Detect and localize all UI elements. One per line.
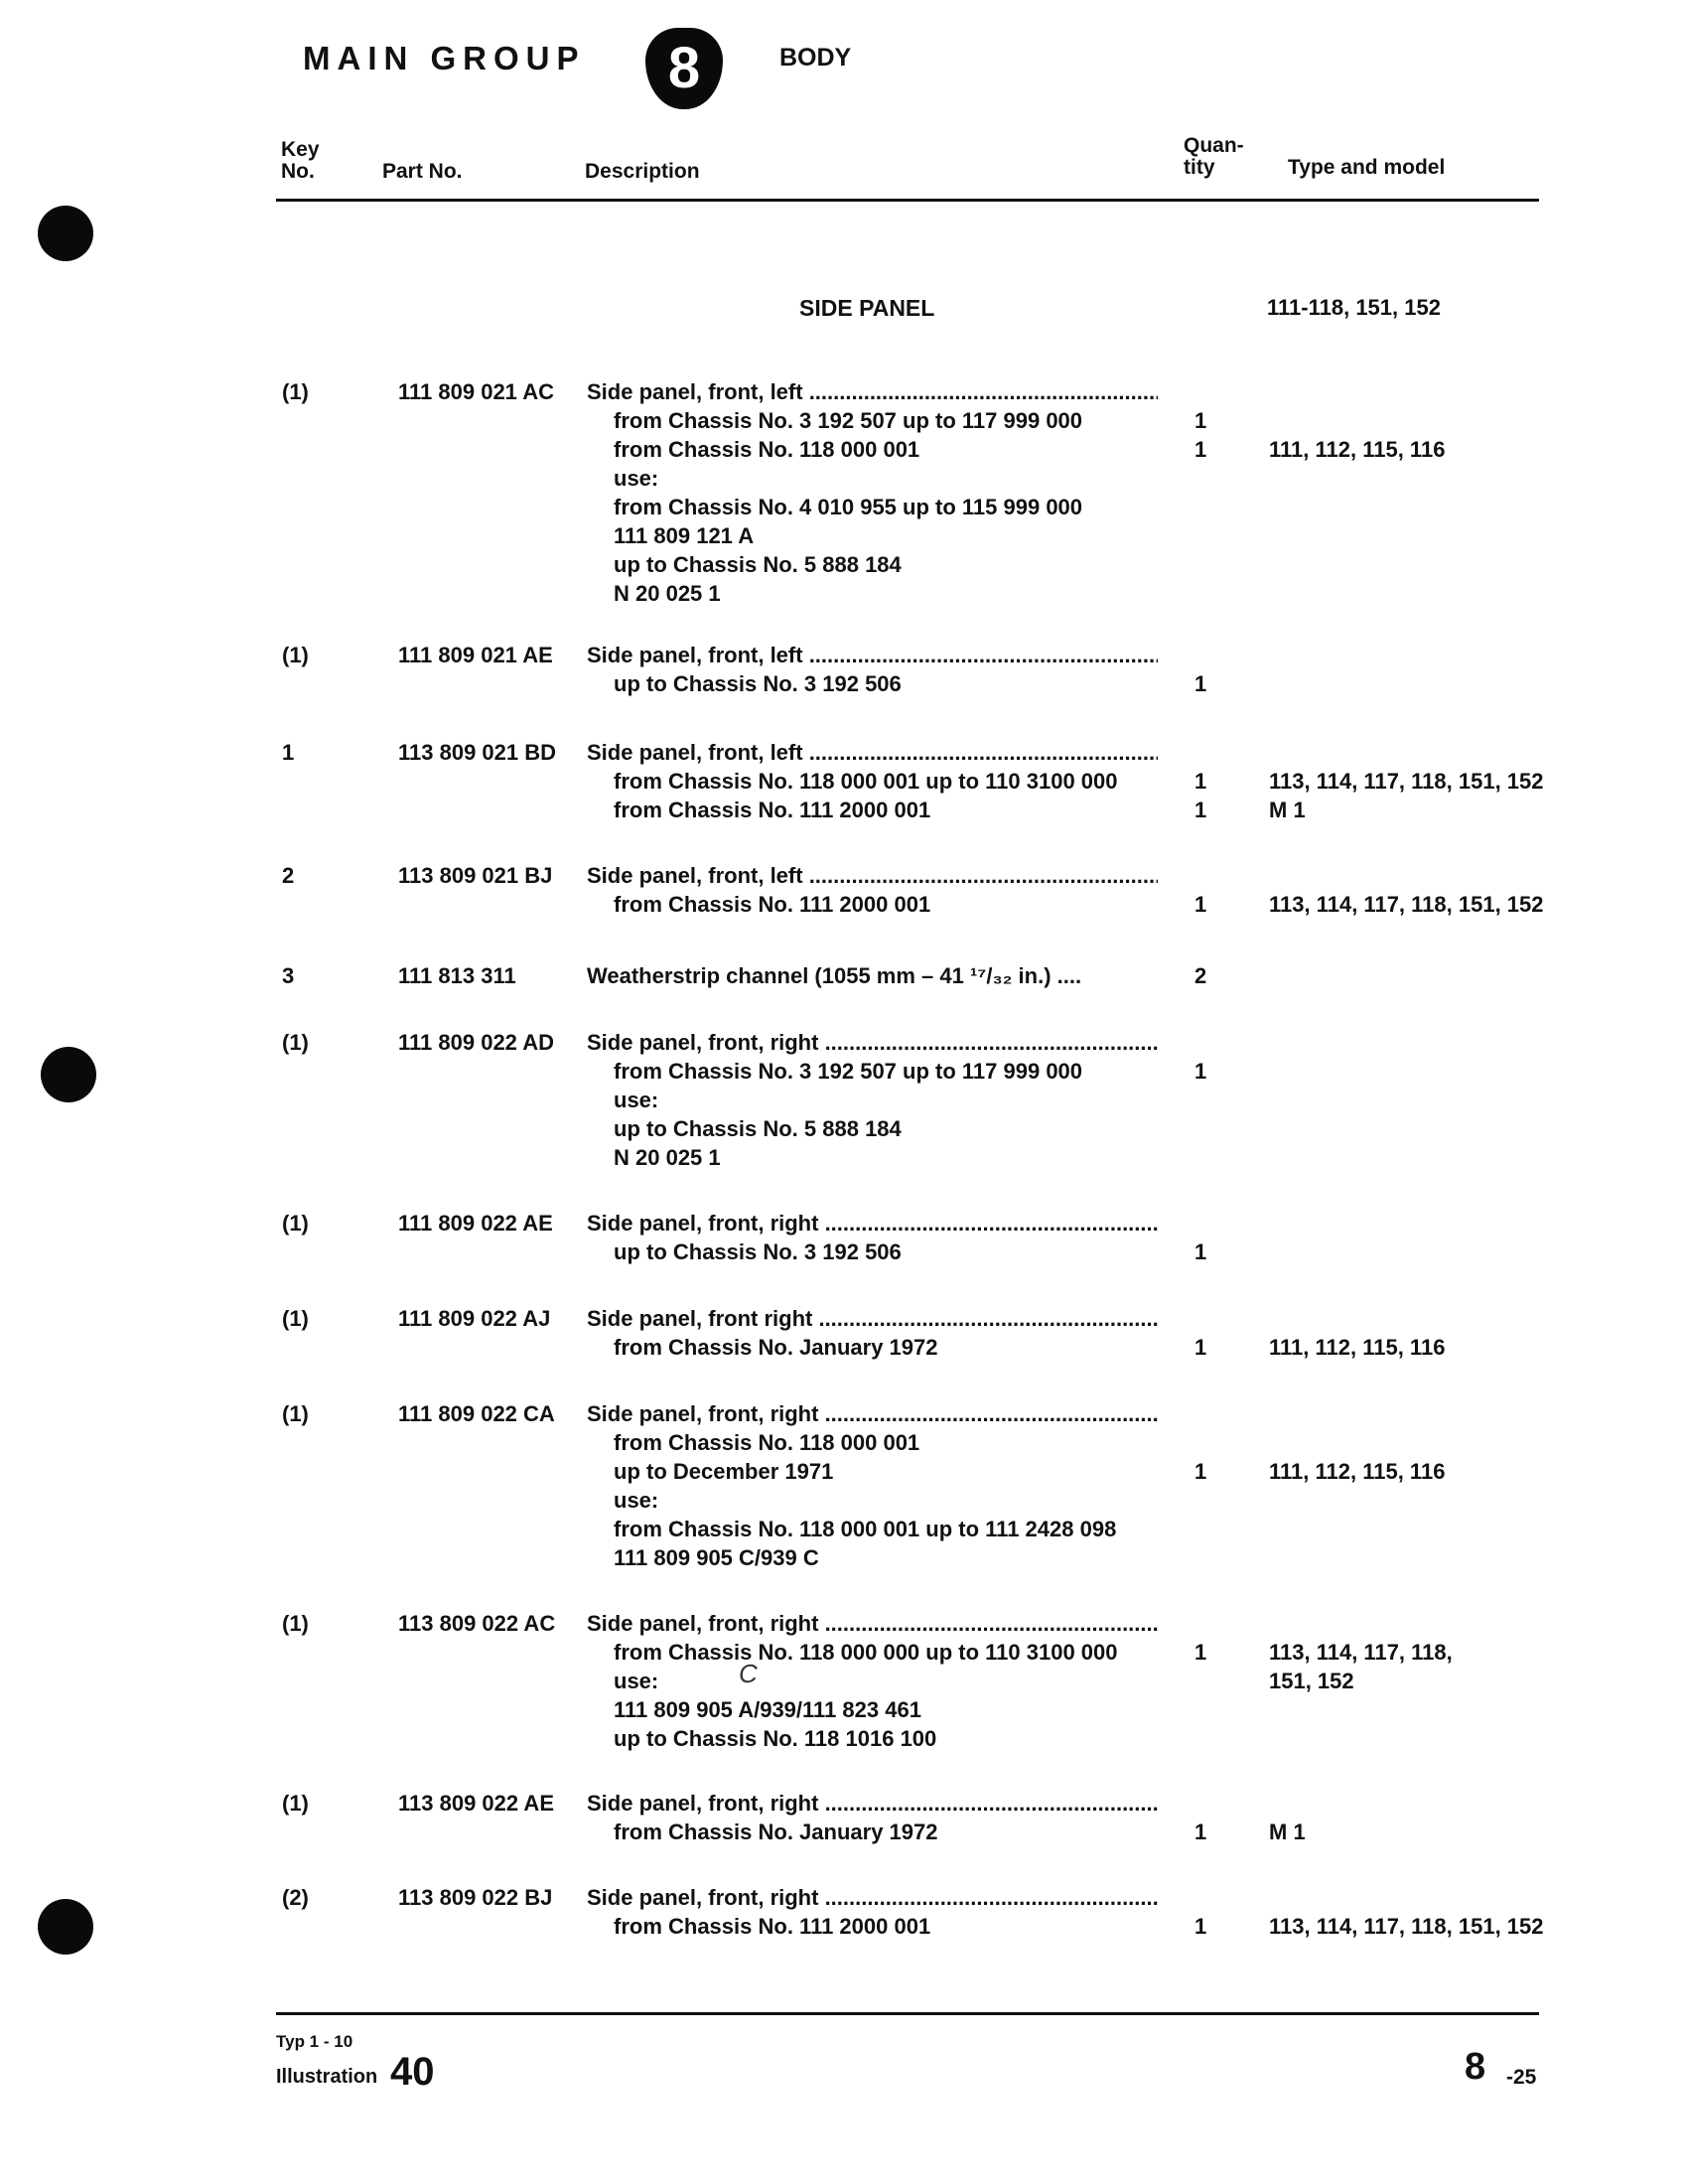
entry-description-detail: from Chassis No. January 1972	[614, 1820, 938, 1844]
entry-description-detail: from Chassis No. January 1972	[614, 1335, 938, 1360]
entry-quantity-value: 1	[1194, 1459, 1207, 1484]
entry-description-title: Side panel, front, right .....	[587, 1209, 1158, 1238]
parts-entry	[0, 861, 1683, 917]
binder-hole-top	[38, 206, 93, 261]
entry-description-detail: use:	[614, 1669, 659, 1693]
entry-type-model-value	[1269, 1399, 1445, 1428]
entry-quantity	[1194, 1028, 1206, 1086]
column-key-no: Key No.	[281, 138, 320, 183]
entry-quantity-value: 1	[1194, 798, 1207, 822]
entry-type-model-value: 111, 112, 115, 116	[1269, 1335, 1446, 1360]
section-types: 111-118, 151, 152	[1267, 295, 1441, 320]
entry-type-model-value	[1269, 1789, 1306, 1818]
parts-entry	[0, 1304, 1683, 1360]
entry-description-detail: from Chassis No. 3 192 507 up to 117 999 000	[614, 408, 1083, 433]
column-description: Description	[585, 160, 700, 183]
entry-type-model-value: M 1	[1269, 798, 1306, 822]
main-group-title: MAIN GROUP	[303, 40, 586, 76]
group-number-badge: 8	[645, 28, 723, 109]
entry-description-detail: 111 809 905 A/939/111 823 461	[614, 1697, 921, 1722]
entry-type-model-value: 113, 114, 117, 118, 151, 152	[1269, 1914, 1544, 1939]
entry-key-no: 1	[282, 740, 295, 765]
entry-description-detail: use:	[614, 1488, 659, 1513]
footer-rule	[276, 2012, 1539, 2015]
entry-type-model	[1269, 1789, 1306, 1846]
entry-type-model-value	[1269, 377, 1445, 406]
entry-quantity-value	[1194, 1399, 1206, 1428]
entry-description	[587, 1209, 1158, 1266]
entry-quantity-value	[1194, 377, 1206, 406]
entry-part-no: 113 809 022 AC	[398, 1611, 556, 1636]
entry-description	[587, 377, 1158, 608]
entry-description-detail: up to December 1971	[614, 1459, 834, 1484]
entry-description-detail: use:	[614, 466, 659, 491]
entry-description	[587, 1609, 1158, 1753]
parts-entry	[0, 1789, 1683, 1844]
entry-quantity-value: 2	[1194, 963, 1207, 988]
illustration-label: Illustration	[276, 2066, 378, 2088]
entry-description-detail: N 20 025 1	[614, 581, 721, 606]
entry-type-model	[1269, 1883, 1544, 1941]
entry-quantity-value: 1	[1194, 892, 1207, 917]
entry-key-no: (1)	[282, 1611, 309, 1636]
entry-key-no: (2)	[282, 1885, 309, 1910]
entry-part-no: 113 809 022 BJ	[398, 1885, 553, 1910]
entry-quantity	[1194, 1209, 1206, 1266]
entry-key-no: 2	[282, 863, 295, 888]
entry-part-no: 111 813 311	[398, 963, 516, 988]
entry-type-model	[1269, 1304, 1445, 1362]
parts-entry	[0, 1028, 1683, 1170]
entry-key-no: (1)	[282, 643, 309, 667]
entry-part-no: 113 809 021 BD	[398, 740, 557, 765]
entry-type-model-value	[1269, 1428, 1445, 1457]
parts-entry	[0, 641, 1683, 696]
column-part-no: Part No.	[382, 160, 463, 183]
entry-description-detail: up to Chassis No. 5 888 184	[614, 1116, 902, 1141]
entry-quantity-value: 1	[1194, 1239, 1207, 1264]
entry-part-no: 113 809 022 AE	[398, 1791, 554, 1816]
entry-description-detail: 111 809 905 C/939 C	[614, 1545, 819, 1570]
entry-quantity	[1194, 377, 1206, 464]
entry-description-detail: N 20 025 1	[614, 1145, 721, 1170]
entry-description-title: Side panel, front, right .....	[587, 1883, 1158, 1912]
binder-hole-bottom	[38, 1899, 93, 1955]
entry-description-title: Side panel, front, right .....	[587, 1789, 1158, 1818]
entry-quantity-value: 1	[1194, 437, 1207, 462]
entry-quantity-value: 1	[1194, 1820, 1207, 1844]
entry-type-model-value	[1269, 1883, 1544, 1912]
entry-description-detail: from Chassis No. 118 000 001	[614, 1430, 920, 1455]
entry-description-title: Side panel, front, right .....	[587, 1028, 1158, 1057]
entry-type-model-value: 113, 114, 117, 118,	[1269, 1640, 1453, 1665]
entry-type-model-value	[1269, 738, 1544, 767]
entry-type-model-value: M 1	[1269, 1820, 1306, 1844]
entry-quantity	[1194, 1883, 1206, 1941]
entry-type-model	[1269, 1399, 1445, 1486]
entry-description	[587, 1883, 1158, 1941]
entry-type-model-value	[1269, 1609, 1453, 1638]
entry-key-no: 3	[282, 963, 295, 988]
entry-quantity	[1194, 961, 1206, 990]
entry-part-no: 113 809 021 BJ	[398, 863, 553, 888]
entry-description-detail: up to Chassis No. 3 192 506	[614, 671, 902, 696]
entry-quantity	[1194, 1789, 1206, 1846]
entry-type-model-value	[1269, 1304, 1445, 1333]
entry-part-no: 111 809 021 AE	[398, 643, 553, 667]
entry-type-model	[1269, 377, 1445, 464]
entry-quantity-value: 1	[1194, 769, 1207, 794]
entry-type-model-value	[1269, 861, 1544, 890]
entry-part-no: 111 809 022 CA	[398, 1401, 555, 1426]
entry-quantity-value: 1	[1194, 1914, 1207, 1939]
entry-quantity	[1194, 1399, 1206, 1486]
entry-description	[587, 861, 1158, 919]
entry-quantity-value: 1	[1194, 1059, 1207, 1084]
parts-entry	[0, 1399, 1683, 1570]
section-title: SIDE PANEL	[799, 295, 935, 321]
entry-description-detail: from Chassis No. 118 000 001	[614, 437, 920, 462]
entry-description-detail: from Chassis No. 111 2000 001	[614, 892, 931, 917]
entry-key-no: (1)	[282, 379, 309, 404]
entry-description-detail: from Chassis No. 118 000 001 up to 111 2428 098	[614, 1517, 1117, 1541]
entry-quantity-value	[1194, 1789, 1206, 1818]
entry-quantity-value	[1194, 1428, 1206, 1457]
parts-entry	[0, 738, 1683, 822]
entry-description-title: Side panel, front right .....	[587, 1304, 1158, 1333]
entry-quantity-value	[1194, 1304, 1206, 1333]
entry-quantity-value: 1	[1194, 671, 1207, 696]
entry-type-model-value: 111, 112, 115, 116	[1269, 1459, 1446, 1484]
entry-part-no: 111 809 022 AE	[398, 1211, 553, 1236]
entry-quantity-value: 1	[1194, 1640, 1207, 1665]
entry-key-no: (1)	[282, 1791, 309, 1816]
entry-quantity-value	[1194, 1883, 1206, 1912]
entry-type-model-value: 111, 112, 115, 116	[1269, 437, 1446, 462]
entry-description-title: Side panel, front, left .....	[587, 738, 1158, 767]
entry-type-model-value: 113, 114, 117, 118, 151, 152	[1269, 892, 1544, 917]
entry-quantity-value	[1194, 1609, 1206, 1638]
entry-quantity-value: 1	[1194, 1335, 1207, 1360]
entry-description-detail: from Chassis No. 4 010 955 up to 115 999 000	[614, 495, 1083, 519]
entry-quantity-value: 1	[1194, 408, 1207, 433]
entry-quantity-value	[1194, 1028, 1206, 1057]
footer-type-label: Typ 1 - 10	[276, 2032, 353, 2051]
entry-description-detail: 111 809 121 A	[614, 523, 755, 548]
entry-description	[587, 1028, 1158, 1172]
entry-quantity	[1194, 1609, 1206, 1667]
illustration-number: 40	[390, 2050, 435, 2094]
parts-entry	[0, 1609, 1683, 1751]
entry-quantity	[1194, 861, 1206, 919]
entry-key-no: (1)	[282, 1030, 309, 1055]
parts-entry	[0, 961, 1683, 988]
entry-type-model-value	[1269, 406, 1445, 435]
entry-quantity-value	[1194, 738, 1206, 767]
parts-entry	[0, 1883, 1683, 1939]
entry-key-no: (1)	[282, 1401, 309, 1426]
entry-description	[587, 961, 1158, 990]
parts-entry	[0, 377, 1683, 606]
entry-description-detail: up to Chassis No. 118 1016 100	[614, 1726, 937, 1751]
entry-description-detail: from Chassis No. 111 2000 001	[614, 798, 931, 822]
entry-description-title: Side panel, front, right .....	[587, 1609, 1158, 1638]
entry-description	[587, 1304, 1158, 1362]
entry-part-no: 111 809 021 AC	[398, 379, 554, 404]
entry-description-detail: from Chassis No. 111 2000 001	[614, 1914, 931, 1939]
entry-quantity	[1194, 1304, 1206, 1362]
entry-type-model-value: 113, 114, 117, 118, 151, 152	[1269, 769, 1544, 794]
column-quantity: Quan- tity	[1184, 134, 1244, 179]
entry-part-no: 111 809 022 AJ	[398, 1306, 551, 1331]
entry-quantity-value	[1194, 1209, 1206, 1238]
entry-description-detail: from Chassis No. 3 192 507 up to 117 999 000	[614, 1059, 1083, 1084]
entry-type-model-value: 151, 152	[1269, 1669, 1354, 1693]
entry-description-title: Side panel, front, left .....	[587, 641, 1158, 669]
entry-description-detail: use:	[614, 1088, 659, 1112]
entry-quantity-value	[1194, 641, 1206, 669]
header-rule	[276, 199, 1539, 202]
entry-quantity-value	[1194, 861, 1206, 890]
entry-description-title: Side panel, front, right .....	[587, 1399, 1158, 1428]
entry-description-detail: from Chassis No. 118 000 000 up to 110 3100 000	[614, 1640, 1118, 1665]
page-number-sub: -25	[1506, 2066, 1537, 2089]
entry-description	[587, 738, 1158, 824]
entry-description	[587, 1399, 1158, 1572]
entry-description-title: Weatherstrip channel (1055 mm – 41 ¹⁷/₃₂ in.) ....	[587, 963, 1082, 988]
entry-quantity	[1194, 641, 1206, 698]
entry-type-model	[1269, 1609, 1453, 1695]
entry-description-detail: up to Chassis No. 3 192 506	[614, 1239, 902, 1264]
entry-description-title: Side panel, front, left .....	[587, 861, 1158, 890]
entry-description-title: Side panel, front, left .....	[587, 377, 1158, 406]
entry-description-detail: from Chassis No. 118 000 001 up to 110 3100 000	[614, 769, 1118, 794]
entry-key-no: (1)	[282, 1211, 309, 1236]
parts-entry	[0, 1209, 1683, 1264]
page-number-main: 8	[1465, 2046, 1486, 2088]
entry-description	[587, 641, 1158, 698]
binder-hole-middle	[41, 1047, 96, 1102]
column-type-model: Type and model	[1288, 156, 1446, 179]
entry-description-detail: up to Chassis No. 5 888 184	[614, 552, 902, 577]
section-name: BODY	[779, 44, 852, 72]
entry-part-no: 111 809 022 AD	[398, 1030, 554, 1055]
handwritten-correction: C	[739, 1659, 758, 1688]
entry-description	[587, 1789, 1158, 1846]
entry-type-model	[1269, 738, 1544, 824]
entry-quantity	[1194, 738, 1206, 824]
entry-key-no: (1)	[282, 1306, 309, 1331]
entry-type-model	[1269, 861, 1544, 919]
